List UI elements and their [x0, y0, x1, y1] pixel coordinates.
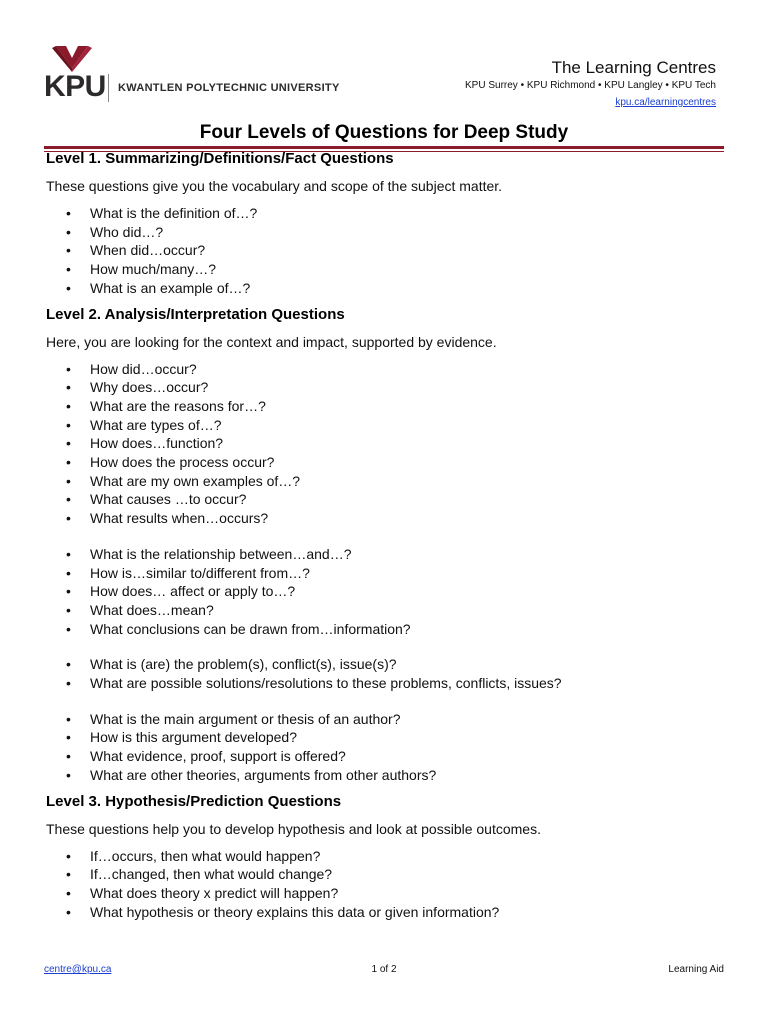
bullet-icon: • — [66, 675, 71, 692]
question-item — [46, 582, 726, 601]
question-text: If…occurs, then what would happen? — [90, 847, 321, 864]
question-item — [46, 360, 726, 379]
logo-university-name: KWANTLEN POLYTECHNIC UNIVERSITY — [118, 82, 340, 94]
question-text: What does theory x predict will happen? — [90, 884, 339, 901]
question-text: What are types of…? — [90, 416, 222, 433]
logo-acronym: KPU — [44, 70, 106, 103]
question-item — [46, 490, 726, 509]
question-item — [46, 674, 726, 693]
question-item — [46, 884, 726, 903]
question-text: If…changed, then what would change? — [90, 866, 333, 883]
bullet-icon: • — [66, 884, 71, 901]
question-item — [46, 865, 726, 884]
bullet-icon: • — [66, 223, 71, 240]
bullet-icon: • — [66, 205, 71, 221]
bullet-icon: • — [66, 729, 71, 746]
question-text: What is (are) the problem(s), conflict(s), issue(s)? — [90, 656, 397, 673]
question-text: What is the definition of…? — [90, 205, 258, 221]
question-item — [46, 260, 726, 279]
question-text: How is…similar to/different from…? — [90, 564, 310, 581]
level-2-section — [46, 306, 726, 785]
level-3-question-list — [46, 847, 726, 922]
question-text: How does…function? — [90, 435, 224, 452]
level-2-question-list-4 — [46, 710, 726, 785]
campus-list: KPU Surrey • KPU Richmond • KPU Langley • KPU Tech — [465, 80, 716, 91]
question-item — [46, 279, 726, 298]
question-text: What hypothesis or theory explains this data or given information? — [90, 903, 500, 920]
bullet-icon: • — [66, 242, 71, 259]
level-3-heading: Level 3. Hypothesis/Prediction Questions — [46, 792, 342, 810]
level-1-question-list — [46, 204, 726, 298]
level-2-question-list-2 — [46, 545, 726, 639]
question-text: When did…occur? — [90, 242, 206, 259]
question-item — [46, 728, 726, 747]
bullet-icon: • — [66, 261, 71, 278]
logo-divider — [108, 74, 109, 102]
learning-centres-block — [465, 58, 716, 110]
level-1-heading: Level 1. Summarizing/Definitions/Fact Questions — [46, 150, 394, 167]
centre-title: The Learning Centres — [551, 58, 716, 77]
question-item — [46, 434, 726, 453]
question-text: How is this argument developed? — [90, 729, 298, 746]
bullet-icon: • — [66, 866, 71, 883]
question-text: What is an example of…? — [90, 279, 251, 296]
question-text: What causes …to occur? — [90, 491, 247, 508]
bullet-icon: • — [66, 564, 71, 581]
question-text: What is the relationship between…and…? — [90, 545, 352, 562]
footer-email-link[interactable]: centre@kpu.ca — [44, 964, 112, 975]
question-text: How does… affect or apply to…? — [90, 583, 296, 600]
question-item — [46, 847, 726, 866]
question-text: Why does…occur? — [90, 379, 209, 396]
question-item — [46, 416, 726, 435]
level-2-question-list-1 — [46, 360, 726, 528]
level-2-heading: Level 2. Analysis/Interpretation Questions — [46, 305, 345, 323]
bullet-icon: • — [66, 656, 71, 673]
page-footer — [44, 964, 724, 978]
document-title: Four Levels of Questions for Deep Study — [199, 122, 569, 143]
question-item — [46, 223, 726, 242]
bullet-icon: • — [66, 601, 71, 618]
bullet-icon: • — [66, 379, 71, 396]
question-item — [46, 710, 726, 729]
question-item — [46, 397, 726, 416]
question-item — [46, 453, 726, 472]
question-item — [46, 903, 726, 922]
page-number: 1 of 2 — [371, 964, 397, 975]
level-1-description: These questions give you the vocabulary and scope of the subject matter. — [46, 178, 503, 194]
question-item — [46, 655, 726, 674]
question-text: What results when…occurs? — [90, 510, 269, 527]
bullet-icon: • — [66, 435, 71, 452]
question-text: What does…mean? — [90, 601, 214, 618]
bullet-icon: • — [66, 397, 71, 414]
question-item — [46, 378, 726, 397]
bullet-icon: • — [66, 279, 71, 296]
bullet-icon: • — [66, 766, 71, 783]
question-text: How does the process occur? — [90, 454, 275, 471]
level-3-description: These questions help you to develop hypothesis and look at possible outcomes. — [46, 820, 541, 837]
bullet-icon: • — [66, 510, 71, 527]
bullet-icon: • — [66, 545, 71, 562]
kpu-logo — [44, 44, 344, 104]
question-item — [46, 747, 726, 766]
question-item — [46, 204, 726, 223]
question-text: Who did…? — [90, 223, 164, 240]
level-2-description: Here, you are looking for the context and impact, supported by evidence. — [46, 333, 497, 350]
level-1-section — [46, 150, 726, 298]
page-header — [0, 0, 768, 118]
question-item — [46, 620, 726, 639]
question-item — [46, 601, 726, 620]
question-item — [46, 766, 726, 785]
question-text: What are possible solutions/resolutions to these problems, conflicts, issues? — [90, 675, 562, 692]
question-item — [46, 241, 726, 260]
question-text: How much/many…? — [90, 261, 217, 278]
bullet-icon: • — [66, 620, 71, 637]
level-2-question-list-3 — [46, 655, 726, 692]
question-text: What are the reasons for…? — [90, 397, 266, 414]
question-text: What evidence, proof, support is offered? — [90, 748, 346, 765]
bullet-icon: • — [66, 748, 71, 765]
bullet-icon: • — [66, 472, 71, 489]
question-item — [46, 509, 726, 528]
bullet-icon: • — [66, 454, 71, 471]
bullet-icon: • — [66, 491, 71, 508]
question-text: How did…occur? — [90, 360, 197, 377]
bullet-icon: • — [66, 360, 71, 377]
question-item — [46, 545, 726, 564]
document-body — [46, 150, 726, 921]
title-rule-thick — [44, 146, 724, 149]
bullet-icon: • — [66, 416, 71, 433]
learning-centres-link[interactable]: kpu.ca/learningcentres — [615, 97, 716, 108]
question-item — [46, 472, 726, 491]
bullet-icon: • — [66, 903, 71, 920]
document-type: Learning Aid — [668, 964, 724, 975]
question-text: What are other theories, arguments from other authors? — [90, 766, 437, 783]
question-text: What are my own examples of…? — [90, 472, 301, 489]
bullet-icon: • — [66, 847, 71, 864]
level-3-section — [46, 793, 726, 922]
bullet-icon: • — [66, 583, 71, 600]
question-text: What conclusions can be drawn from…information? — [90, 620, 411, 637]
question-text: What is the main argument or thesis of an author? — [90, 710, 401, 727]
question-item — [46, 564, 726, 583]
bullet-icon: • — [66, 710, 71, 727]
